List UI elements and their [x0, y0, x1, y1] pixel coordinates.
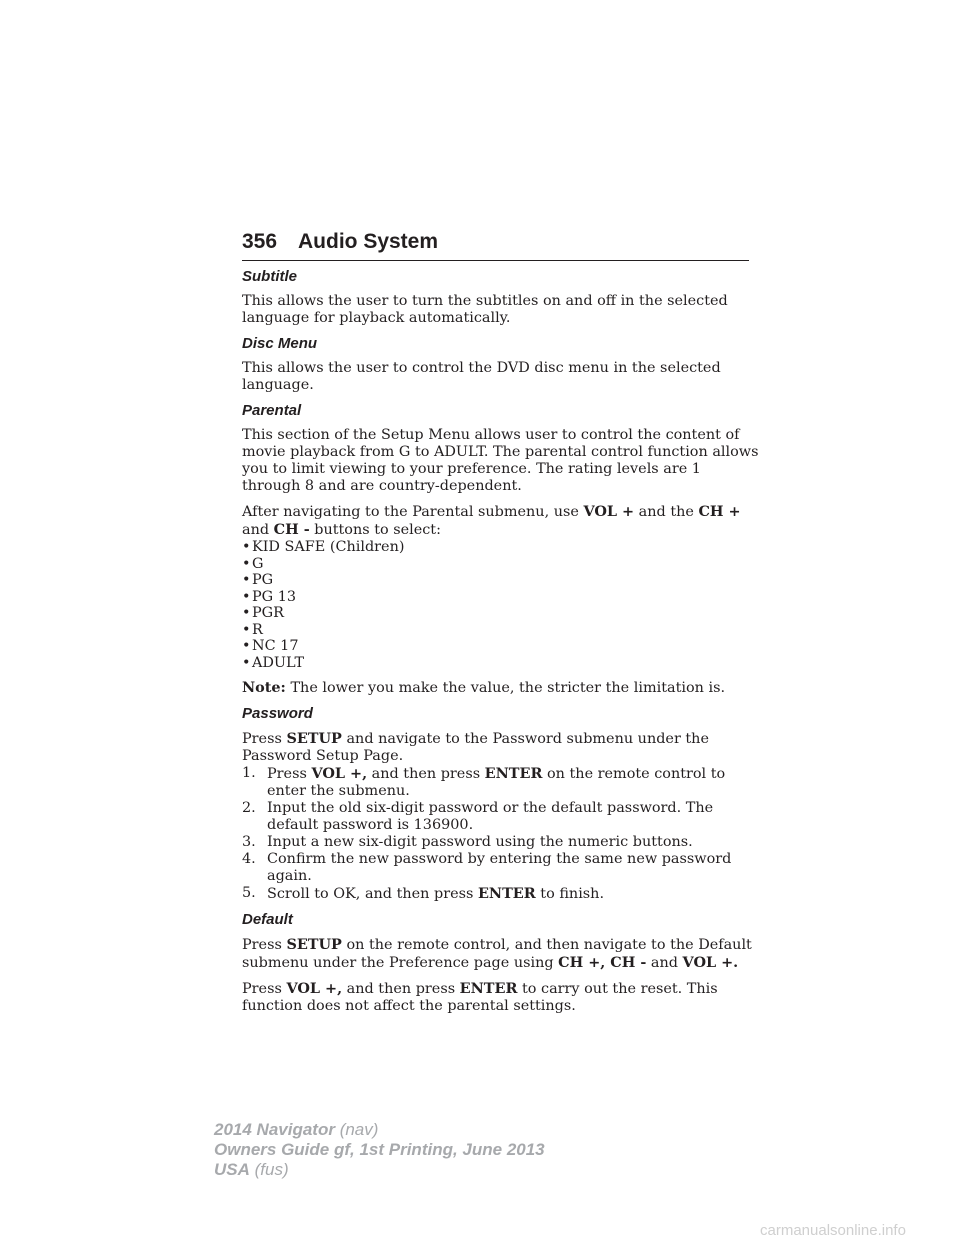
- enter-label: ENTER: [477, 885, 536, 902]
- bullet-icon: •: [242, 555, 251, 572]
- text-span: buttons to select:: [309, 522, 441, 538]
- text-span: and then press: [367, 766, 485, 782]
- list-item: [242, 589, 762, 606]
- step-item: [242, 851, 762, 885]
- page-content: [242, 268, 762, 1023]
- parental-text: This section of the Setup Menu allows user to control the content of movie playback from G to ADULT. The parental control function allows you to limit viewing to your preference. The rating levels are 1 through 8 and are country-dependent.: [242, 427, 759, 494]
- bullet-icon: •: [242, 621, 251, 638]
- default-text-1: [242, 936, 762, 972]
- text-span: After navigating to the Parental submenu, use: [242, 504, 584, 520]
- text-span: Press: [242, 731, 287, 747]
- password-heading: Password: [242, 705, 313, 722]
- bullet-icon: •: [242, 605, 251, 621]
- rating-label: KID SAFE (Children): [252, 539, 405, 555]
- step-number: 3.: [242, 834, 256, 850]
- vol-plus-label: VOL +,: [311, 765, 368, 782]
- bullet-icon: •: [242, 654, 251, 671]
- list-item: [242, 556, 762, 573]
- list-item: [242, 655, 762, 672]
- note: [242, 679, 762, 697]
- ratings-list: [242, 539, 762, 671]
- rating-label: NC 17: [252, 638, 299, 654]
- list-item: [242, 572, 762, 589]
- bullet-icon: •: [242, 539, 251, 555]
- rating-label: PG: [252, 572, 274, 588]
- enter-label: ENTER: [484, 765, 543, 782]
- password-intro: [242, 730, 762, 765]
- text-span: Scroll to OK, and then press: [267, 886, 478, 902]
- text-span: on the remote control, and then navigate to the Default submenu under the Preference page using: [242, 937, 752, 971]
- parental-instructions: [242, 503, 762, 539]
- subtitle-text: This allows the user to turn the subtitles on and off in the selected language for playback automatically.: [242, 293, 728, 326]
- section-title: Audio System: [298, 230, 439, 253]
- vol-plus-label: VOL +.: [682, 954, 739, 971]
- page-footer: [214, 1120, 545, 1180]
- rating-label: PG 13: [252, 588, 297, 605]
- ch-label: CH +, CH -: [558, 954, 647, 971]
- footer-model-code: (nav): [339, 1120, 379, 1139]
- text-span: on the remote control to enter the submenu.: [267, 766, 726, 799]
- page-header: [242, 228, 749, 261]
- step-text: Input the old six-digit password or the default password. The default password is 136900.: [267, 800, 714, 833]
- disc-menu-text: This allows the user to control the DVD disc menu in the selected language.: [242, 360, 721, 393]
- footer-market-code: (fus): [254, 1160, 289, 1179]
- text-span: Press: [242, 981, 287, 997]
- rating-label: G: [252, 555, 264, 572]
- disc-menu-heading: Disc Menu: [242, 335, 318, 352]
- text-span: and then press: [342, 981, 460, 997]
- step-number: 1.: [242, 765, 256, 781]
- step-number: 4.: [242, 851, 256, 867]
- page-number: 356: [242, 230, 278, 253]
- footer-line-2: Owners Guide gf, 1st Printing, June 2013: [214, 1140, 545, 1159]
- text-span: and the: [634, 504, 699, 520]
- bullet-icon: •: [242, 588, 251, 605]
- bullet-icon: •: [242, 638, 251, 654]
- list-item: [242, 638, 762, 655]
- footer-line-1: [214, 1120, 545, 1140]
- watermark: carmanualsonline.info: [760, 1222, 906, 1239]
- list-item: [242, 605, 762, 622]
- rating-label: PGR: [252, 605, 285, 621]
- enter-label: ENTER: [459, 980, 518, 997]
- password-steps: [242, 765, 762, 903]
- note-text: The lower you make the value, the stricter the limitation is.: [285, 680, 726, 696]
- default-heading: Default: [242, 911, 293, 928]
- subtitle-heading: Subtitle: [242, 268, 297, 285]
- text-span: to finish.: [535, 886, 605, 902]
- step-text: Input a new six-digit password using the numeric buttons.: [267, 834, 693, 850]
- text-span: and: [242, 522, 274, 538]
- vol-plus-label: VOL +,: [286, 980, 343, 997]
- step-item: [242, 800, 762, 834]
- rating-label: ADULT: [252, 654, 305, 671]
- setup-label: SETUP: [286, 936, 342, 953]
- ch-plus-label: CH +: [698, 503, 741, 520]
- ch-minus-label: CH -: [273, 521, 310, 538]
- vol-plus-label: VOL +: [583, 503, 635, 520]
- step-text: Confirm the new password by entering the same new password again.: [267, 851, 732, 884]
- list-item: [242, 622, 762, 639]
- rating-label: R: [252, 621, 263, 638]
- text-span: and: [646, 955, 683, 971]
- text-span: and navigate to the Password submenu under the Password Setup Page.: [242, 731, 709, 764]
- text-span: Press: [267, 766, 312, 782]
- footer-line-3: [214, 1160, 545, 1180]
- footer-model: 2014 Navigator: [214, 1120, 335, 1139]
- list-item: [242, 539, 762, 556]
- bullet-icon: •: [242, 572, 251, 588]
- footer-market: USA: [214, 1160, 250, 1179]
- step-item: [242, 765, 762, 800]
- default-text-2: [242, 980, 762, 1015]
- step-number: 2.: [242, 800, 256, 816]
- step-item: [242, 834, 762, 851]
- parental-heading: Parental: [242, 402, 302, 419]
- step-number: 5.: [242, 885, 256, 901]
- text-span: to carry out the reset. This function does not affect the parental settings.: [242, 981, 718, 1014]
- setup-label: SETUP: [286, 730, 342, 747]
- note-label: Note:: [242, 679, 286, 696]
- step-item: [242, 885, 762, 903]
- text-span: Press: [242, 937, 287, 953]
